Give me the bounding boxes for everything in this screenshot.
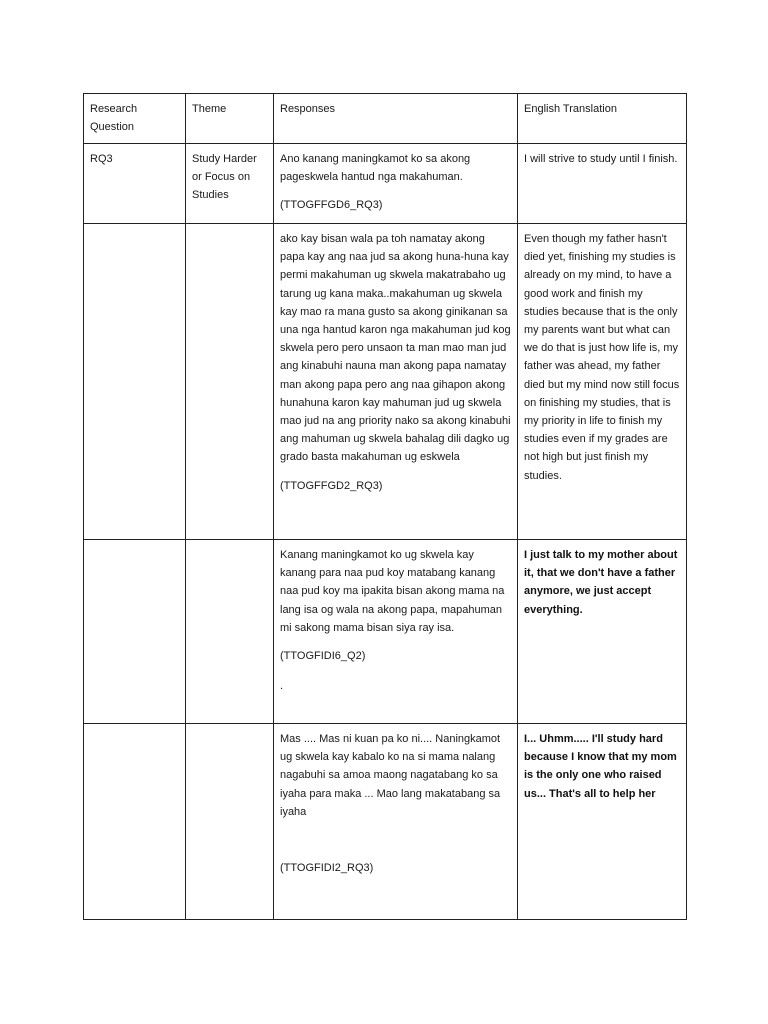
table-header-row [84,94,687,144]
header-theme: Theme [186,94,274,144]
translation-cell: I just talk to my mother about it, that we don't have a father anymore, we just accept everything. [518,540,687,724]
response-text: ako kay bisan wala pa toh namatay akong papa kay ang naa jud sa akong huna-huna kay permi makahuman ug skwela makatrabaho ug tarung ug kana maka..makahuman ug skwela kay mao ra mana gusto sa akong ginikanan sa una nga hantud karon nga makahuman jud kog skwela pero pero unsaon ta man mao man jud ang kinabuhi nauna man akong papa namatay man akong papa pero ang naa gihapon akong hunahuna karon kay mahuman jud ug skwela mao jud na ang priority nako sa akong kinabuhi ang mahuman ug skwela bahalag dili dagko ug grado basta makahuman ug eskwela [280,233,511,464]
response-extra-mark: . [280,680,284,693]
response-cell [274,724,518,920]
table-row [84,224,687,540]
header-research-question: Research Question [84,94,186,144]
response-cell [274,144,518,224]
response-text: Kanang maningkamot ko ug skwela kay kanang para naa pud koy matabang kanang naa pud koy ma ipakita bisan akong mama na lang isa og wala na akong papa, mapahuman mi sakong mama bisan siya ray isa. [280,549,505,634]
response-code: (TTOGFFGD2_RQ3) [280,479,383,492]
header-responses: Responses [274,94,518,144]
response-cell [274,224,518,540]
response-text: Mas .... Mas ni kuan pa ko ni.... Naningkamot ug skwela kay kabalo ko na si mama nalang nagabuhi sa amoa maong nagatabang ko sa iyaha para maka ... Mao lang makatabang sa iyaha [280,733,501,818]
translation-cell: I will strive to study until I finish. [518,144,687,224]
response-code: (TTOGFIDI2_RQ3) [280,862,374,875]
research-question-cell [84,724,186,920]
translation-cell: I... Uhmm..... I'll study hard because I know that my mom is the only one who raised us... That's all to help her [518,724,687,920]
response-cell [274,540,518,724]
header-english-translation: English Translation [518,94,687,144]
theme-cell: Study Harder or Focus on Studies [186,144,274,224]
table-row [84,540,687,724]
theme-cell [186,224,274,540]
theme-cell [186,724,274,920]
theme-cell [186,540,274,724]
table-row [84,144,687,224]
research-question-cell: RQ3 [84,144,186,224]
research-question-cell [84,540,186,724]
response-code: (TTOGFIDI6_Q2) [280,650,366,663]
research-table [83,93,687,920]
table-row [84,724,687,920]
translation-cell: Even though my father hasn't died yet, finishing my studies is already on my mind, to have a good work and finish my studies because that is the only my parents want but what can we do that is just how life is, my father was ahead, my father died but my mind now still focus on finishing my studies, that is my priority in life to finish my studies even if my grades are not high but just finish my studies. [518,224,687,540]
research-question-cell [84,224,186,540]
response-text: Ano kanang maningkamot ko sa akong pageskwela hantud nga makahuman. [280,153,471,184]
response-code: (TTOGFFGD6_RQ3) [280,199,383,212]
